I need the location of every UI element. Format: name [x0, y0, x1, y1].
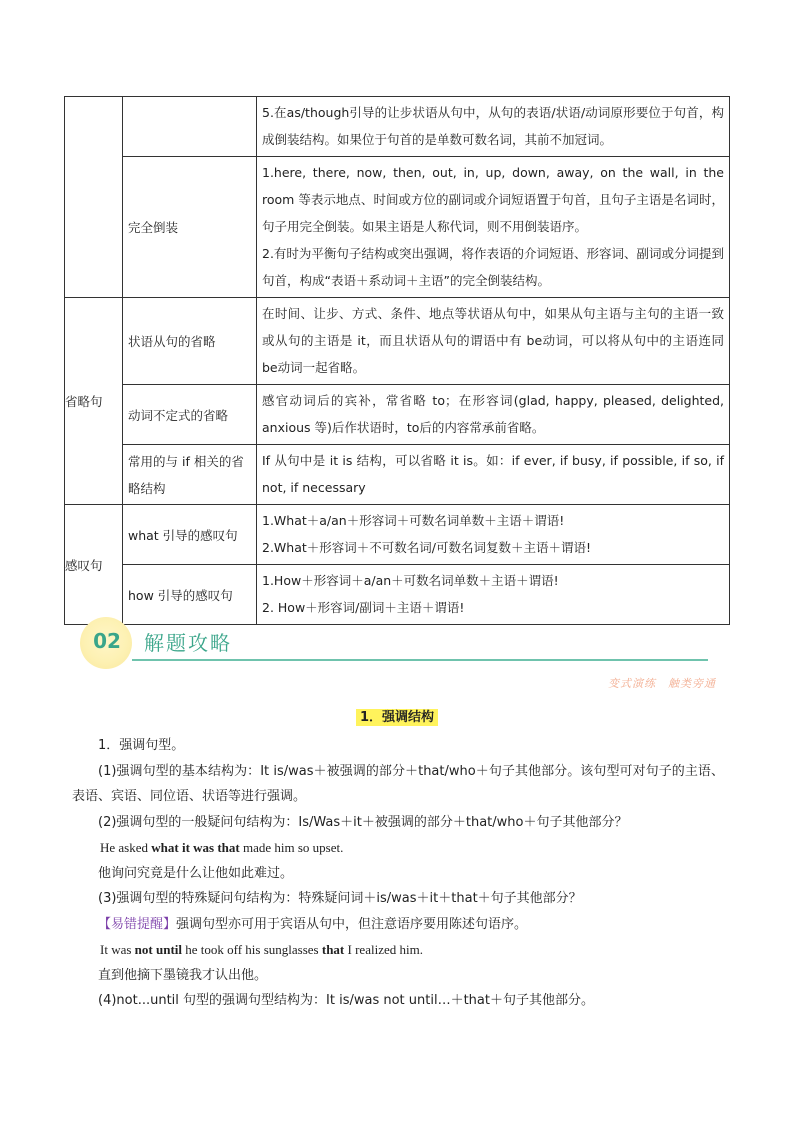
example-text: He asked	[100, 840, 152, 855]
description-text: 在时间、让步、方式、条件、地点等状语从句中，如果从句主语与主句的主语一致或从句的主语是 it，而且状语从句的谓语中有 be动词，可以将从句中的主语连同 be动词一起省略。	[262, 306, 724, 375]
table-row	[65, 385, 730, 445]
description-text: 1.here, there, now, then, out, in, up, down, away, on the wall, in the room 等表示地点、时间或方位的副词或介词短语置于句首，且句子主语是名词时，句子用完全倒装。如果主语是人称代词，则不用倒装语序。	[262, 165, 724, 234]
section-header	[80, 617, 720, 667]
description-cell	[257, 385, 730, 445]
category-cell: 省略句	[65, 298, 123, 505]
tip-text: 强调句型亦可用于宾语从句中，但注意语序要用陈述句语序。	[176, 916, 528, 932]
example-text: I realized him.	[344, 942, 423, 957]
table-row	[65, 97, 730, 157]
example-translation: 他询问究竟是什么让他如此难过。	[98, 865, 294, 881]
tip-paragraph	[72, 912, 724, 938]
description-text: 感官动词后的宾补，常省略 to；在形容词(glad, happy, pleased, delighted, anxious 等)后作状语时，to后的内容常承前省略。	[262, 393, 724, 435]
subcategory-cell-empty	[123, 97, 257, 157]
table-row	[65, 445, 730, 505]
example-text: made him so upset.	[239, 840, 344, 855]
category-cell-inversion	[65, 97, 123, 298]
body-content	[72, 733, 724, 1014]
description-text: If 从句中是 it is 结构，可以省略 it is。如：if ever, if busy, if possible, if so, if not, if necessary	[262, 453, 724, 495]
paragraph: 1．强调句型。	[98, 738, 185, 753]
example-text: he took off his sunglasses	[182, 942, 322, 957]
description-cell	[257, 565, 730, 625]
description-text: 1.What＋a/an＋形容词＋可数名词单数＋主语＋谓语!	[262, 513, 565, 528]
category-cell: 感叹句	[65, 505, 123, 625]
description-text: 5.在as/though引导的让步状语从句中，从句的表语/状语/动词原形要位于句首，构成倒装结构。如果位于句首的是单数可数名词，其前不加冠词。	[262, 105, 724, 147]
section-divider	[132, 659, 708, 661]
description-cell	[257, 445, 730, 505]
description-text: 2.What＋形容词＋不可数名词/可数名词复数＋主语＋谓语!	[262, 540, 591, 555]
topic-heading	[0, 706, 794, 725]
example-emphasis: not until	[134, 942, 182, 957]
description-cell	[257, 505, 730, 565]
tip-label: 【易错提醒】	[98, 916, 177, 932]
description-cell	[257, 298, 730, 385]
description-text: 2. How＋形容词/副词＋主语＋谓语!	[262, 600, 465, 615]
table-row	[65, 505, 730, 565]
subcategory-cell: how 引导的感叹句	[123, 565, 257, 625]
paragraph: (1)强调句型的基本结构为：It is/was＋被强调的部分＋that/who＋句子其他部分。该句型可对句子的主语、表语、宾语、同位语、状语等进行强调。	[72, 763, 724, 804]
section-subtitle: 变式演练 触类旁通	[608, 677, 716, 690]
table-row	[65, 298, 730, 385]
grammar-table	[64, 96, 730, 625]
description-cell	[257, 157, 730, 298]
section-number: 02	[93, 629, 121, 653]
table-row	[65, 565, 730, 625]
subcategory-cell: what 引导的感叹句	[123, 505, 257, 565]
example-sentence	[72, 937, 724, 963]
subcategory-cell: 状语从句的省略	[123, 298, 257, 385]
description-text: 2.有时为平衡句子结构或突出强调，将作表语的介词短语、形容词、副词或分词提到句首，构成“表语＋系动词＋主语”的完全倒装结构。	[262, 246, 724, 288]
paragraph: (4)not...until 句型的强调句型结构为：It is/was not until…＋that＋句子其他部分。	[98, 993, 594, 1008]
example-emphasis: what it was that	[151, 840, 240, 855]
section-title: 解题攻略	[144, 631, 232, 655]
paragraph: (2)强调句型的一般疑问句结构为：Is/Was＋it＋被强调的部分＋that/who＋句子其他部分？	[98, 814, 628, 830]
paragraph: (3)强调句型的特殊疑问句结构为：特殊疑问词＋is/was＋it＋that＋句子其他部分？	[98, 891, 582, 906]
description-text: 1.How＋形容词＋a/an＋可数名词单数＋主语＋谓语!	[262, 573, 559, 588]
subcategory-cell: 动词不定式的省略	[123, 385, 257, 445]
subcategory-cell: 完全倒装	[123, 157, 257, 298]
example-translation: 直到他摘下墨镜我才认出他。	[98, 967, 268, 983]
example-emphasis: that	[321, 942, 345, 957]
example-sentence	[72, 835, 724, 861]
topic-heading-text: 1．强调结构	[356, 709, 438, 726]
example-text: It was	[100, 942, 135, 957]
table-row	[65, 157, 730, 298]
subcategory-text: 常用的与 if 相关的省略结构	[128, 453, 244, 496]
subcategory-cell	[123, 445, 257, 505]
description-cell	[257, 97, 730, 157]
